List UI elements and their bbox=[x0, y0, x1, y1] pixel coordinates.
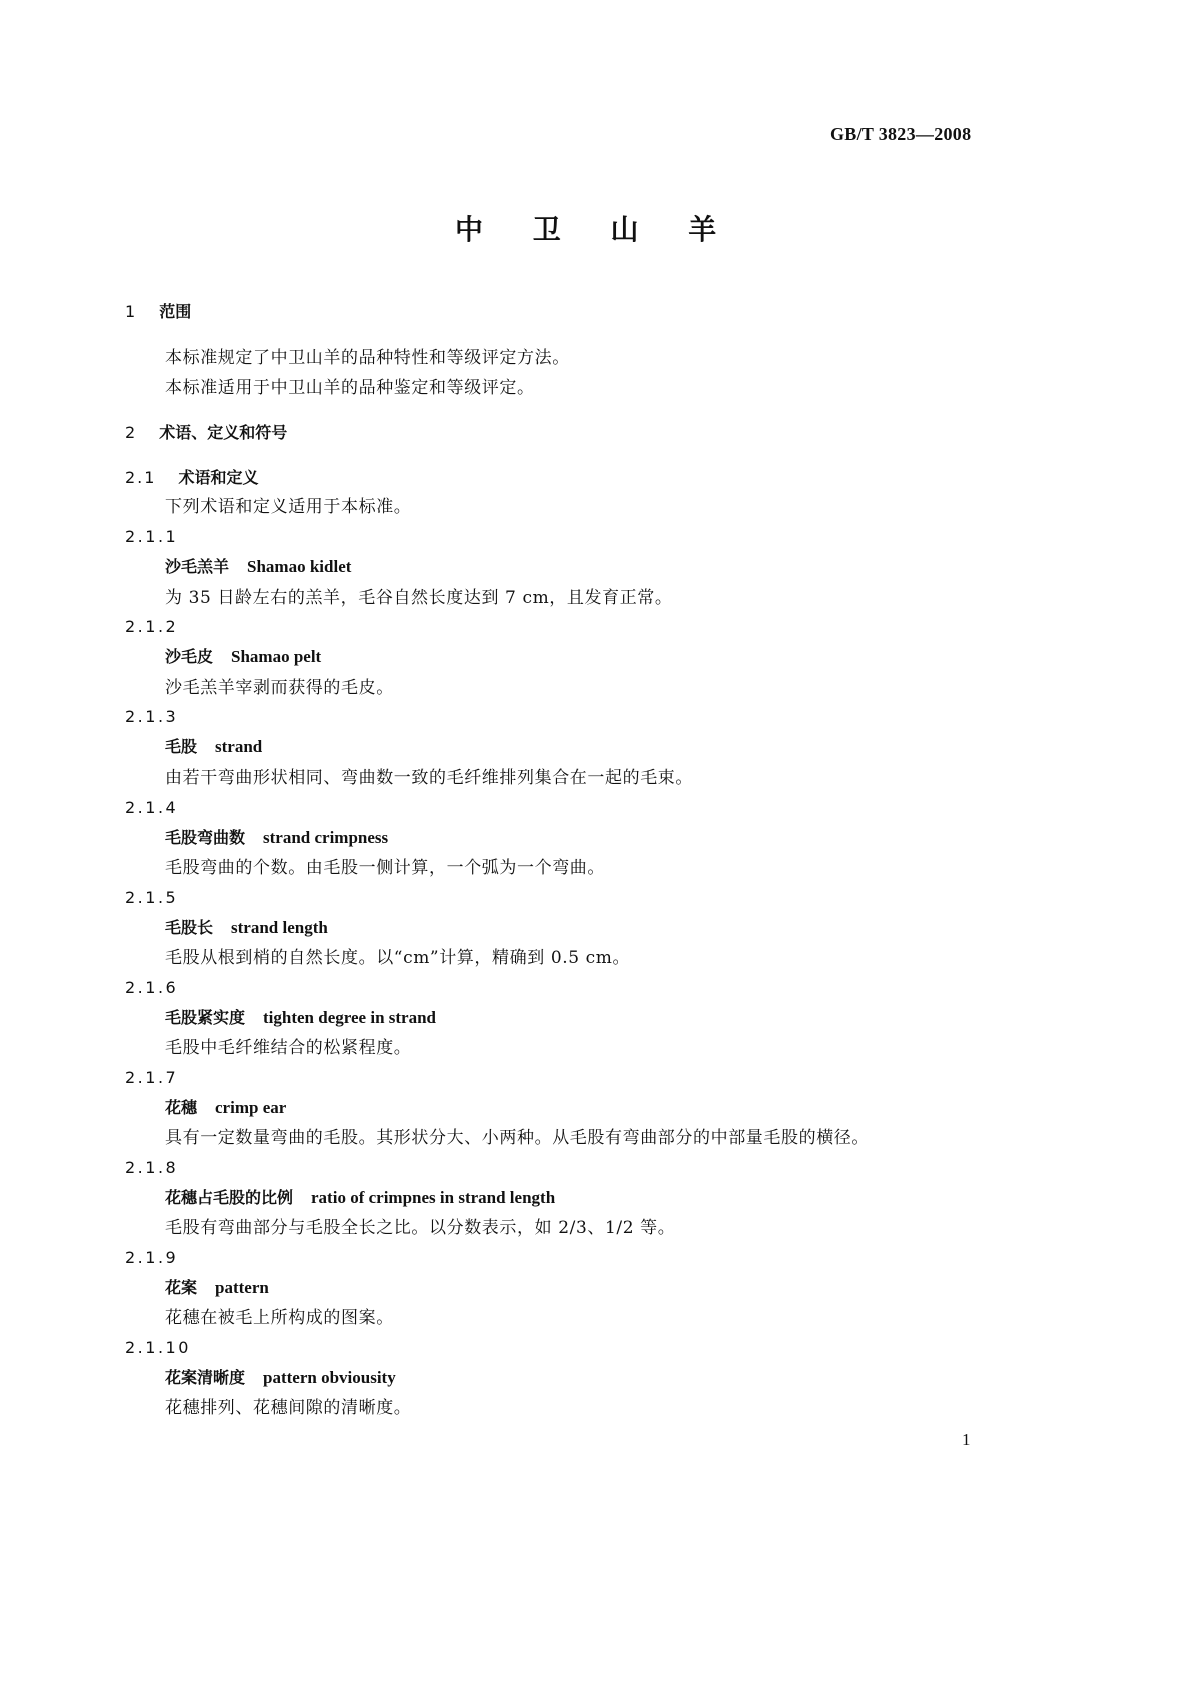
section-title: 范围 bbox=[159, 302, 192, 321]
term-zh: 花穗占毛股的比例 bbox=[165, 1188, 294, 1207]
term-zh: 花案清晰度 bbox=[165, 1368, 246, 1387]
term-zh: 毛股弯曲数 bbox=[165, 828, 246, 847]
term-zh: 花穗 bbox=[165, 1098, 198, 1117]
term-definition: 由若干弯曲形状相同、弯曲数一致的毛纤维排列集合在一起的毛束。 bbox=[165, 768, 693, 788]
section-number: 2.1 bbox=[125, 468, 157, 487]
term-heading bbox=[165, 737, 262, 757]
term-definition: 毛股从根到梢的自然长度。以“cm”计算，精确到 0.5 cm。 bbox=[165, 948, 631, 968]
term-en: Shamao kidlet bbox=[247, 557, 352, 576]
section-title: 术语、定义和符号 bbox=[159, 423, 288, 442]
term-en: pattern obviousity bbox=[263, 1368, 396, 1387]
term-en: crimp ear bbox=[215, 1098, 287, 1117]
term-number: 2.1.7 bbox=[125, 1068, 179, 1087]
term-definition: 沙毛羔羊宰剥而获得的毛皮。 bbox=[165, 678, 394, 698]
term-zh: 毛股 bbox=[165, 737, 198, 756]
term-en: Shamao pelt bbox=[231, 647, 322, 666]
paragraph: 本标准规定了中卫山羊的品种特性和等级评定方法。 bbox=[165, 348, 570, 368]
term-zh: 毛股长 bbox=[165, 918, 214, 937]
paragraph: 下列术语和定义适用于本标准。 bbox=[165, 497, 412, 517]
paragraph: 本标准适用于中卫山羊的品种鉴定和等级评定。 bbox=[165, 378, 535, 398]
term-en: strand bbox=[215, 737, 263, 756]
term-heading bbox=[165, 1188, 555, 1208]
term-number: 2.1.2 bbox=[125, 617, 179, 636]
term-en: strand crimpness bbox=[263, 828, 389, 847]
term-definition: 花穗在被毛上所构成的图案。 bbox=[165, 1308, 394, 1328]
term-number: 2.1.6 bbox=[125, 978, 179, 997]
term-number: 2.1.4 bbox=[125, 798, 179, 817]
standard-code: GB/T 3823—2008 bbox=[830, 124, 972, 144]
term-heading bbox=[165, 557, 351, 577]
term-number: 2.1.9 bbox=[125, 1248, 179, 1267]
term-heading bbox=[165, 1368, 396, 1388]
term-number: 2.1.5 bbox=[125, 888, 179, 907]
term-zh: 毛股紧实度 bbox=[165, 1008, 246, 1027]
term-definition: 毛股中毛纤维结合的松紧程度。 bbox=[165, 1038, 412, 1058]
term-number: 2.1.8 bbox=[125, 1158, 179, 1177]
term-definition: 花穗排列、花穗间隙的清晰度。 bbox=[165, 1398, 412, 1418]
section-1-heading bbox=[125, 302, 191, 322]
document-title: 中 卫 山 羊 bbox=[455, 213, 737, 246]
term-zh: 沙毛皮 bbox=[165, 647, 214, 666]
term-heading bbox=[165, 1098, 286, 1118]
term-en: strand length bbox=[231, 918, 328, 937]
term-heading bbox=[165, 918, 328, 938]
term-definition: 毛股弯曲的个数。由毛股一侧计算，一个弧为一个弯曲。 bbox=[165, 858, 605, 878]
term-definition: 具有一定数量弯曲的毛股。其形状分大、小两种。从毛股有弯曲部分的中部量毛股的横径。 bbox=[165, 1128, 869, 1148]
term-heading bbox=[165, 647, 321, 667]
section-2-1-heading bbox=[125, 468, 258, 488]
term-number: 2.1.1 bbox=[125, 527, 179, 546]
section-title: 术语和定义 bbox=[178, 468, 259, 487]
term-definition: 为 35 日龄左右的羔羊，毛谷自然长度达到 7 cm，且发育正常。 bbox=[165, 588, 673, 608]
term-en: tighten degree in strand bbox=[263, 1008, 437, 1027]
section-number: 1 bbox=[125, 302, 138, 321]
term-number: 2.1.10 bbox=[125, 1338, 191, 1357]
term-heading bbox=[165, 1008, 436, 1028]
page-number: 1 bbox=[962, 1430, 971, 1449]
term-zh: 沙毛羔羊 bbox=[165, 557, 230, 576]
term-en: ratio of crimpnes in strand length bbox=[311, 1188, 556, 1207]
section-2-heading bbox=[125, 423, 287, 443]
term-zh: 花案 bbox=[165, 1278, 198, 1297]
term-heading bbox=[165, 1278, 269, 1298]
term-number: 2.1.3 bbox=[125, 707, 179, 726]
term-heading bbox=[165, 828, 388, 848]
term-definition: 毛股有弯曲部分与毛股全长之比。以分数表示，如 2/3、1/2 等。 bbox=[165, 1218, 676, 1238]
section-number: 2 bbox=[125, 423, 138, 442]
term-en: pattern bbox=[215, 1278, 269, 1297]
